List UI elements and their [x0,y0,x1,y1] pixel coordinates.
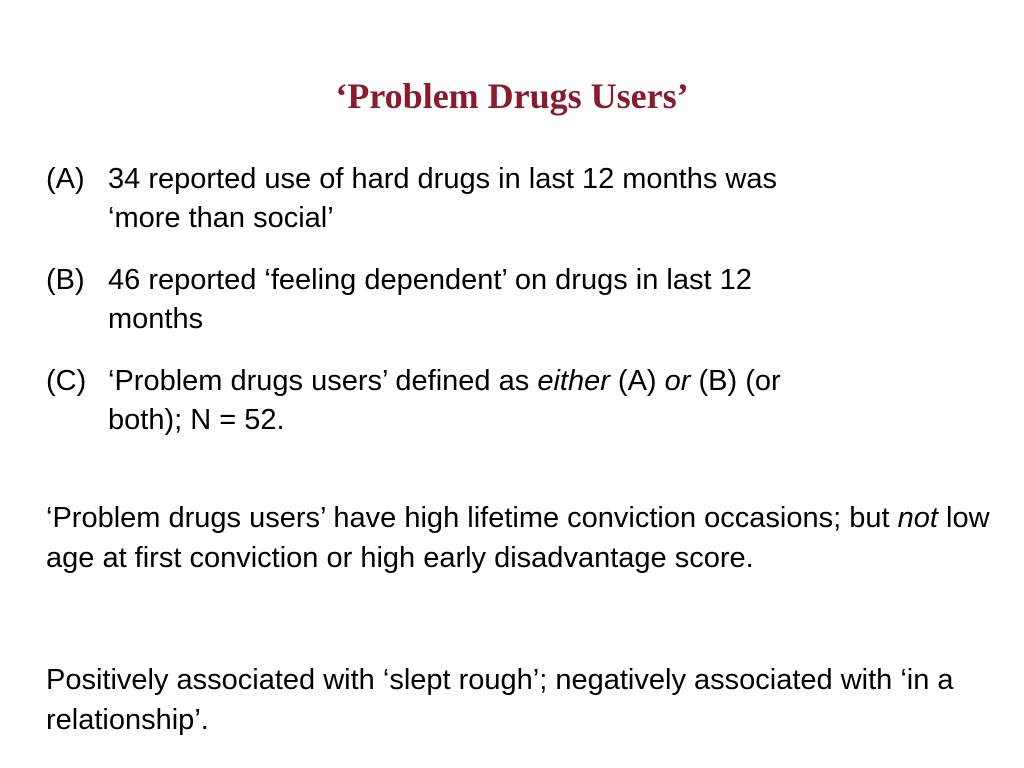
finding-paragraph [46,498,996,578]
association-paragraph: Positively associated with ‘slept rough’; negatively associated with ‘in a relationship’. [46,664,954,736]
list-text-c-mid: (A) [609,365,665,397]
finding-text-end: low age at first conviction or high early disadvantage score. [46,502,990,574]
list-text-c [108,362,986,440]
list-item-a [46,160,986,238]
emphasis-not: not [897,502,938,534]
list-text-c-end: (B) (or both); N = 52. [108,365,781,436]
list-marker-a: (A) [46,163,85,195]
definition-list [46,160,986,463]
finding-text-start: ‘Problem drugs users’ have high lifetime conviction occasions; but [46,502,898,534]
list-text-b: 46 reported ‘feeling dependent’ on drugs in last 12 months [108,264,752,335]
list-item-b [46,261,986,339]
list-item-c [46,362,986,440]
list-marker-c: (C) [46,365,87,397]
list-text-a: 34 reported use of hard drugs in last 12 months was ‘more than social’ [108,163,777,234]
emphasis-either: either [537,365,610,397]
list-text-c-start: ‘Problem drugs users’ defined as [108,365,538,397]
emphasis-or: or [664,365,691,397]
slide-title: ‘Problem Drugs Users’ [335,76,689,116]
list-marker-b: (B) [46,264,85,296]
